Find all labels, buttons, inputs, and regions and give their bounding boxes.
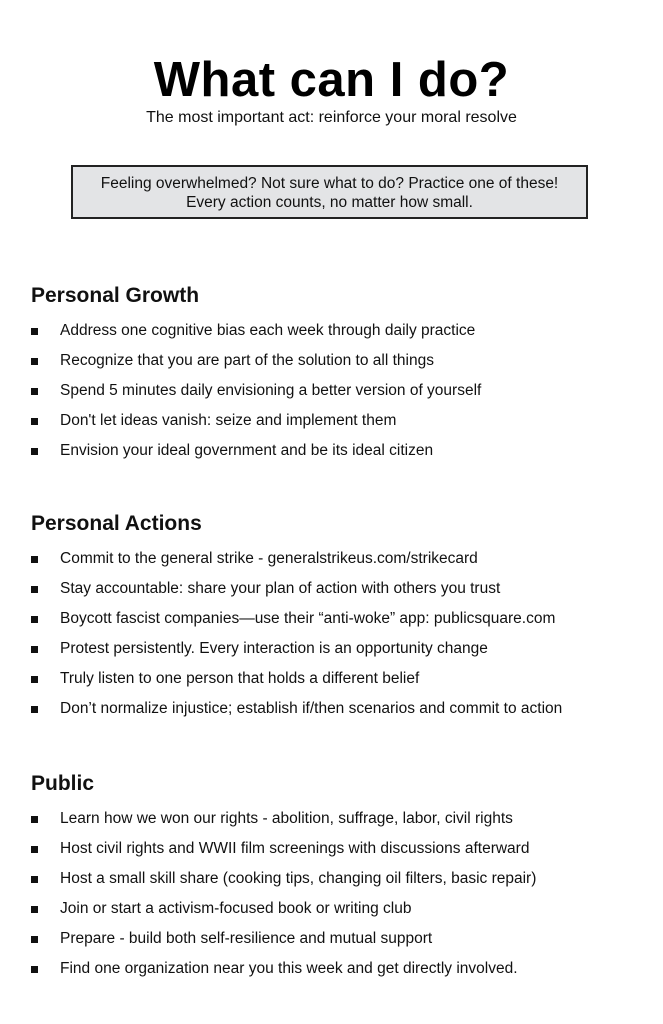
list-item — [31, 376, 651, 406]
list-item-text: Stay accountable: share your plan of action with others you trust — [60, 580, 501, 597]
page-subtitle: The most important act: reinforce your moral resolve — [146, 109, 517, 126]
list-item — [31, 954, 651, 984]
square-bullet-icon — [31, 816, 38, 823]
section-personal-growth — [31, 282, 651, 466]
page-title: What can I do? — [153, 53, 510, 107]
section-heading: Personal Growth — [31, 284, 200, 307]
list-item — [31, 436, 651, 466]
list-item-text: Spend 5 minutes daily envisioning a better version of yourself — [60, 382, 482, 399]
list-item — [31, 834, 651, 864]
list-item — [31, 694, 651, 724]
square-bullet-icon — [31, 556, 38, 563]
bullet-list — [31, 544, 651, 724]
section-heading: Public — [31, 772, 95, 795]
list-item — [31, 544, 651, 574]
square-bullet-icon — [31, 646, 38, 653]
section-personal-actions — [31, 510, 651, 724]
callout-line-2: Every action counts, no matter how small. — [186, 194, 473, 211]
list-item-text: Find one organization near you this week and get directly involved. — [60, 960, 518, 977]
square-bullet-icon — [31, 706, 38, 713]
list-item — [31, 804, 651, 834]
list-item-text: Host civil rights and WWII film screenings with discussions afterward — [60, 840, 530, 857]
list-item — [31, 316, 651, 346]
list-item-text: Truly listen to one person that holds a different belief — [60, 670, 420, 687]
list-item — [31, 894, 651, 924]
list-item-text: Protest persistently. Every interaction is an opportunity change — [60, 640, 488, 657]
square-bullet-icon — [31, 846, 38, 853]
list-item-text: Don’t normalize injustice; establish if/then scenarios and commit to action — [60, 700, 563, 717]
square-bullet-icon — [31, 586, 38, 593]
list-item — [31, 604, 651, 634]
callout-line-1: Feeling overwhelmed? Not sure what to do? Practice one of these! — [100, 175, 559, 192]
list-item-text: Envision your ideal government and be its ideal citizen — [60, 442, 434, 459]
square-bullet-icon — [31, 328, 38, 335]
callout-box — [71, 165, 588, 219]
square-bullet-icon — [31, 876, 38, 883]
square-bullet-icon — [31, 388, 38, 395]
list-item — [31, 406, 651, 436]
square-bullet-icon — [31, 906, 38, 913]
square-bullet-icon — [31, 676, 38, 683]
list-item-text: Don't let ideas vanish: seize and implement them — [60, 412, 397, 429]
square-bullet-icon — [31, 966, 38, 973]
list-item-text: Address one cognitive bias each week through daily practice — [60, 322, 476, 339]
bullet-list — [31, 316, 651, 466]
list-item-text: Recognize that you are part of the solution to all things — [60, 352, 434, 369]
square-bullet-icon — [31, 936, 38, 943]
list-item-text: Prepare - build both self-resilience and mutual support — [60, 930, 433, 947]
list-item — [31, 346, 651, 376]
list-item — [31, 664, 651, 694]
square-bullet-icon — [31, 448, 38, 455]
list-item-text: Commit to the general strike - generalstrikeus.com/strikecard — [60, 550, 478, 567]
list-item — [31, 634, 651, 664]
square-bullet-icon — [31, 616, 38, 623]
list-item-text: Boycott fascist companies—use their “anti-woke” app: publicsquare.com — [60, 610, 556, 627]
section-public — [31, 770, 651, 984]
list-item — [31, 574, 651, 604]
list-item-text: Join or start a activism-focused book or writing club — [60, 900, 412, 917]
square-bullet-icon — [31, 358, 38, 365]
section-heading: Personal Actions — [31, 512, 202, 535]
list-item — [31, 924, 651, 954]
list-item-text: Learn how we won our rights - abolition, suffrage, labor, civil rights — [60, 810, 513, 827]
square-bullet-icon — [31, 418, 38, 425]
list-item-text: Host a small skill share (cooking tips, changing oil filters, basic repair) — [60, 870, 537, 887]
list-item — [31, 864, 651, 894]
bullet-list — [31, 804, 651, 984]
